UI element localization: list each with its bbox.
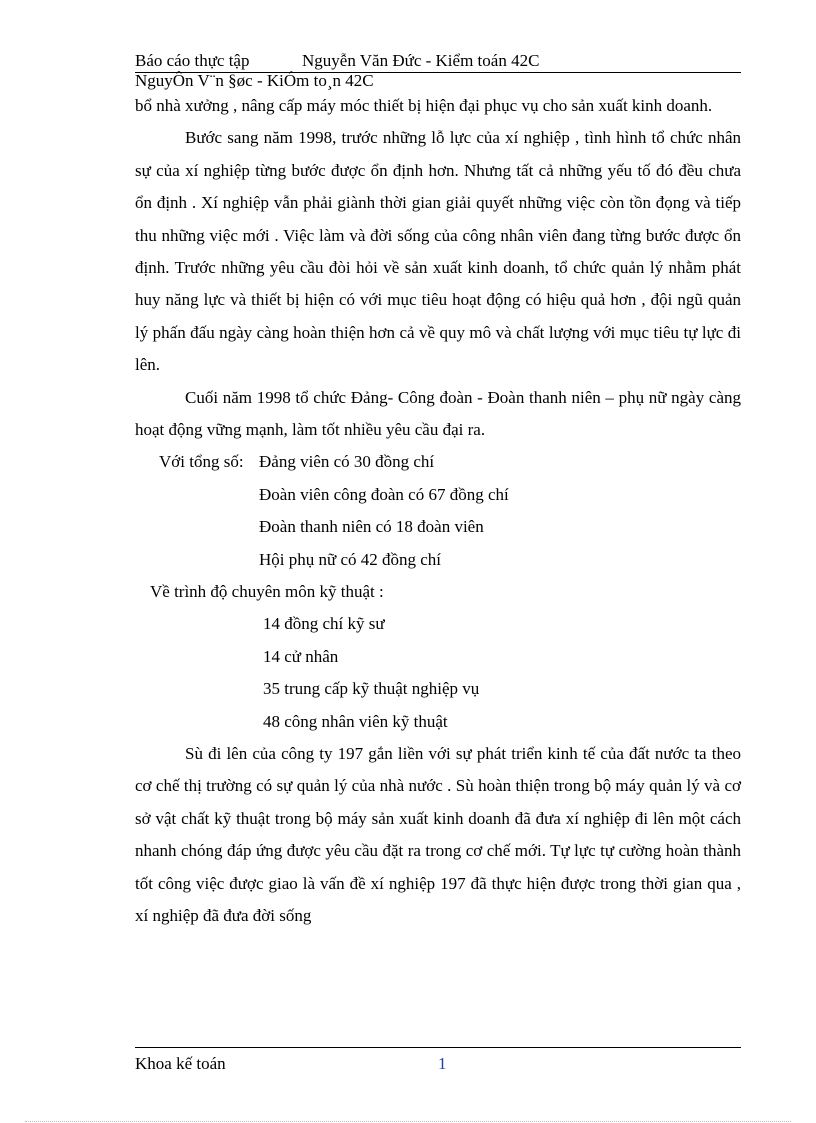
skills-item: 14 đồng chí kỹ sư [263, 614, 385, 634]
skills-label: Về trình độ chuyên môn kỹ thuật : [150, 582, 384, 602]
membership-item: Đoàn viên công đoàn có 67 đồng chí [259, 484, 509, 504]
membership-row-1 [135, 446, 741, 478]
header-author: Nguyễn Văn Đức - Kiểm toán 42C [302, 51, 540, 70]
page-number: 1 [438, 1054, 447, 1073]
page-boundary [25, 1121, 791, 1122]
footer-department: Khoa kế toán [135, 1054, 226, 1073]
skills-item: 14 cử nhân [263, 646, 339, 666]
paragraph-4: Sù đi lên của công ty 197 gắn liền với sự phát triển kinh tế của đất nước ta theo cơ chế thị trường có sự quản lý của nhà nước . Sù hoàn thiện trong bộ máy quản lý và cơ sở vật chất kỹ thuật trong bộ máy sản xuất kinh doanh đã đưa xí nghiệp đi lên một cách nhanh chóng đáp ứng được yêu cầu đặt ra trong cơ chế mới. Tự lực tự cường hoàn thành tốt công việc được giao là vấn đề xí nghiệp 197 đã thực hiện được trong thời gian qua , xí nghiệp đã đưa đời sống [135, 743, 741, 926]
membership-item: Đoàn thanh niên có 18 đoàn viên [259, 517, 484, 537]
header-author-garbled: NguyÔn V¨n §øc - KiÓm to¸n 42C [135, 71, 374, 90]
paragraph-3: Cuối năm 1998 tổ chức Đảng- Công đoàn - Đoàn thanh niên – phụ nữ ngày càng hoạt động vững mạnh, làm tốt nhiều yêu cầu đại ra. [135, 387, 741, 440]
header-report-title: Báo cáo thực tập [135, 51, 250, 70]
document-body [135, 90, 741, 932]
skills-item: 35 trung cấp kỹ thuật nghiệp vụ [263, 679, 480, 699]
paragraph-2: Bước sang năm 1998, trước những lỗ lực của xí nghiệp , tình hình tổ chức nhân sự của xí nghiệp từng bước được ổn định hơn. Nhưng tất cả những yếu tố đó đều chưa ổn định . Xí nghiệp vẫn phải giành thời gian giải quyết những việc còn tồn đọng và tiếp thu những việc mới . Việc làm và đời sống của công nhân viên đang từng bước được ổn định. Trước những yêu cầu đòi hỏi về sản xuất kinh doanh, tổ chức quản lý nhằm phát huy năng lực và thiết bị hiện có với mục tiêu hoạt động có hiệu quả hơn , đội ngũ quản lý phấn đấu ngày càng hoàn thiện hơn cả về quy mô và chất lượng với mục tiêu tự lực đi lên. [135, 128, 741, 375]
membership-label: Với tổng số: [159, 452, 244, 472]
page-footer [135, 1047, 741, 1073]
skills-item: 48 công nhân viên kỹ thuật [263, 711, 448, 731]
page-header [135, 50, 741, 73]
membership-item: Hội phụ nữ có 42 đồng chí [259, 549, 442, 569]
membership-item: Đảng viên có 30 đồng chí [259, 452, 435, 472]
paragraph-1: bổ nhà xưởng , nâng cấp máy móc thiết bị hiện đại phục vụ cho sản xuất kinh doanh. [135, 96, 713, 115]
